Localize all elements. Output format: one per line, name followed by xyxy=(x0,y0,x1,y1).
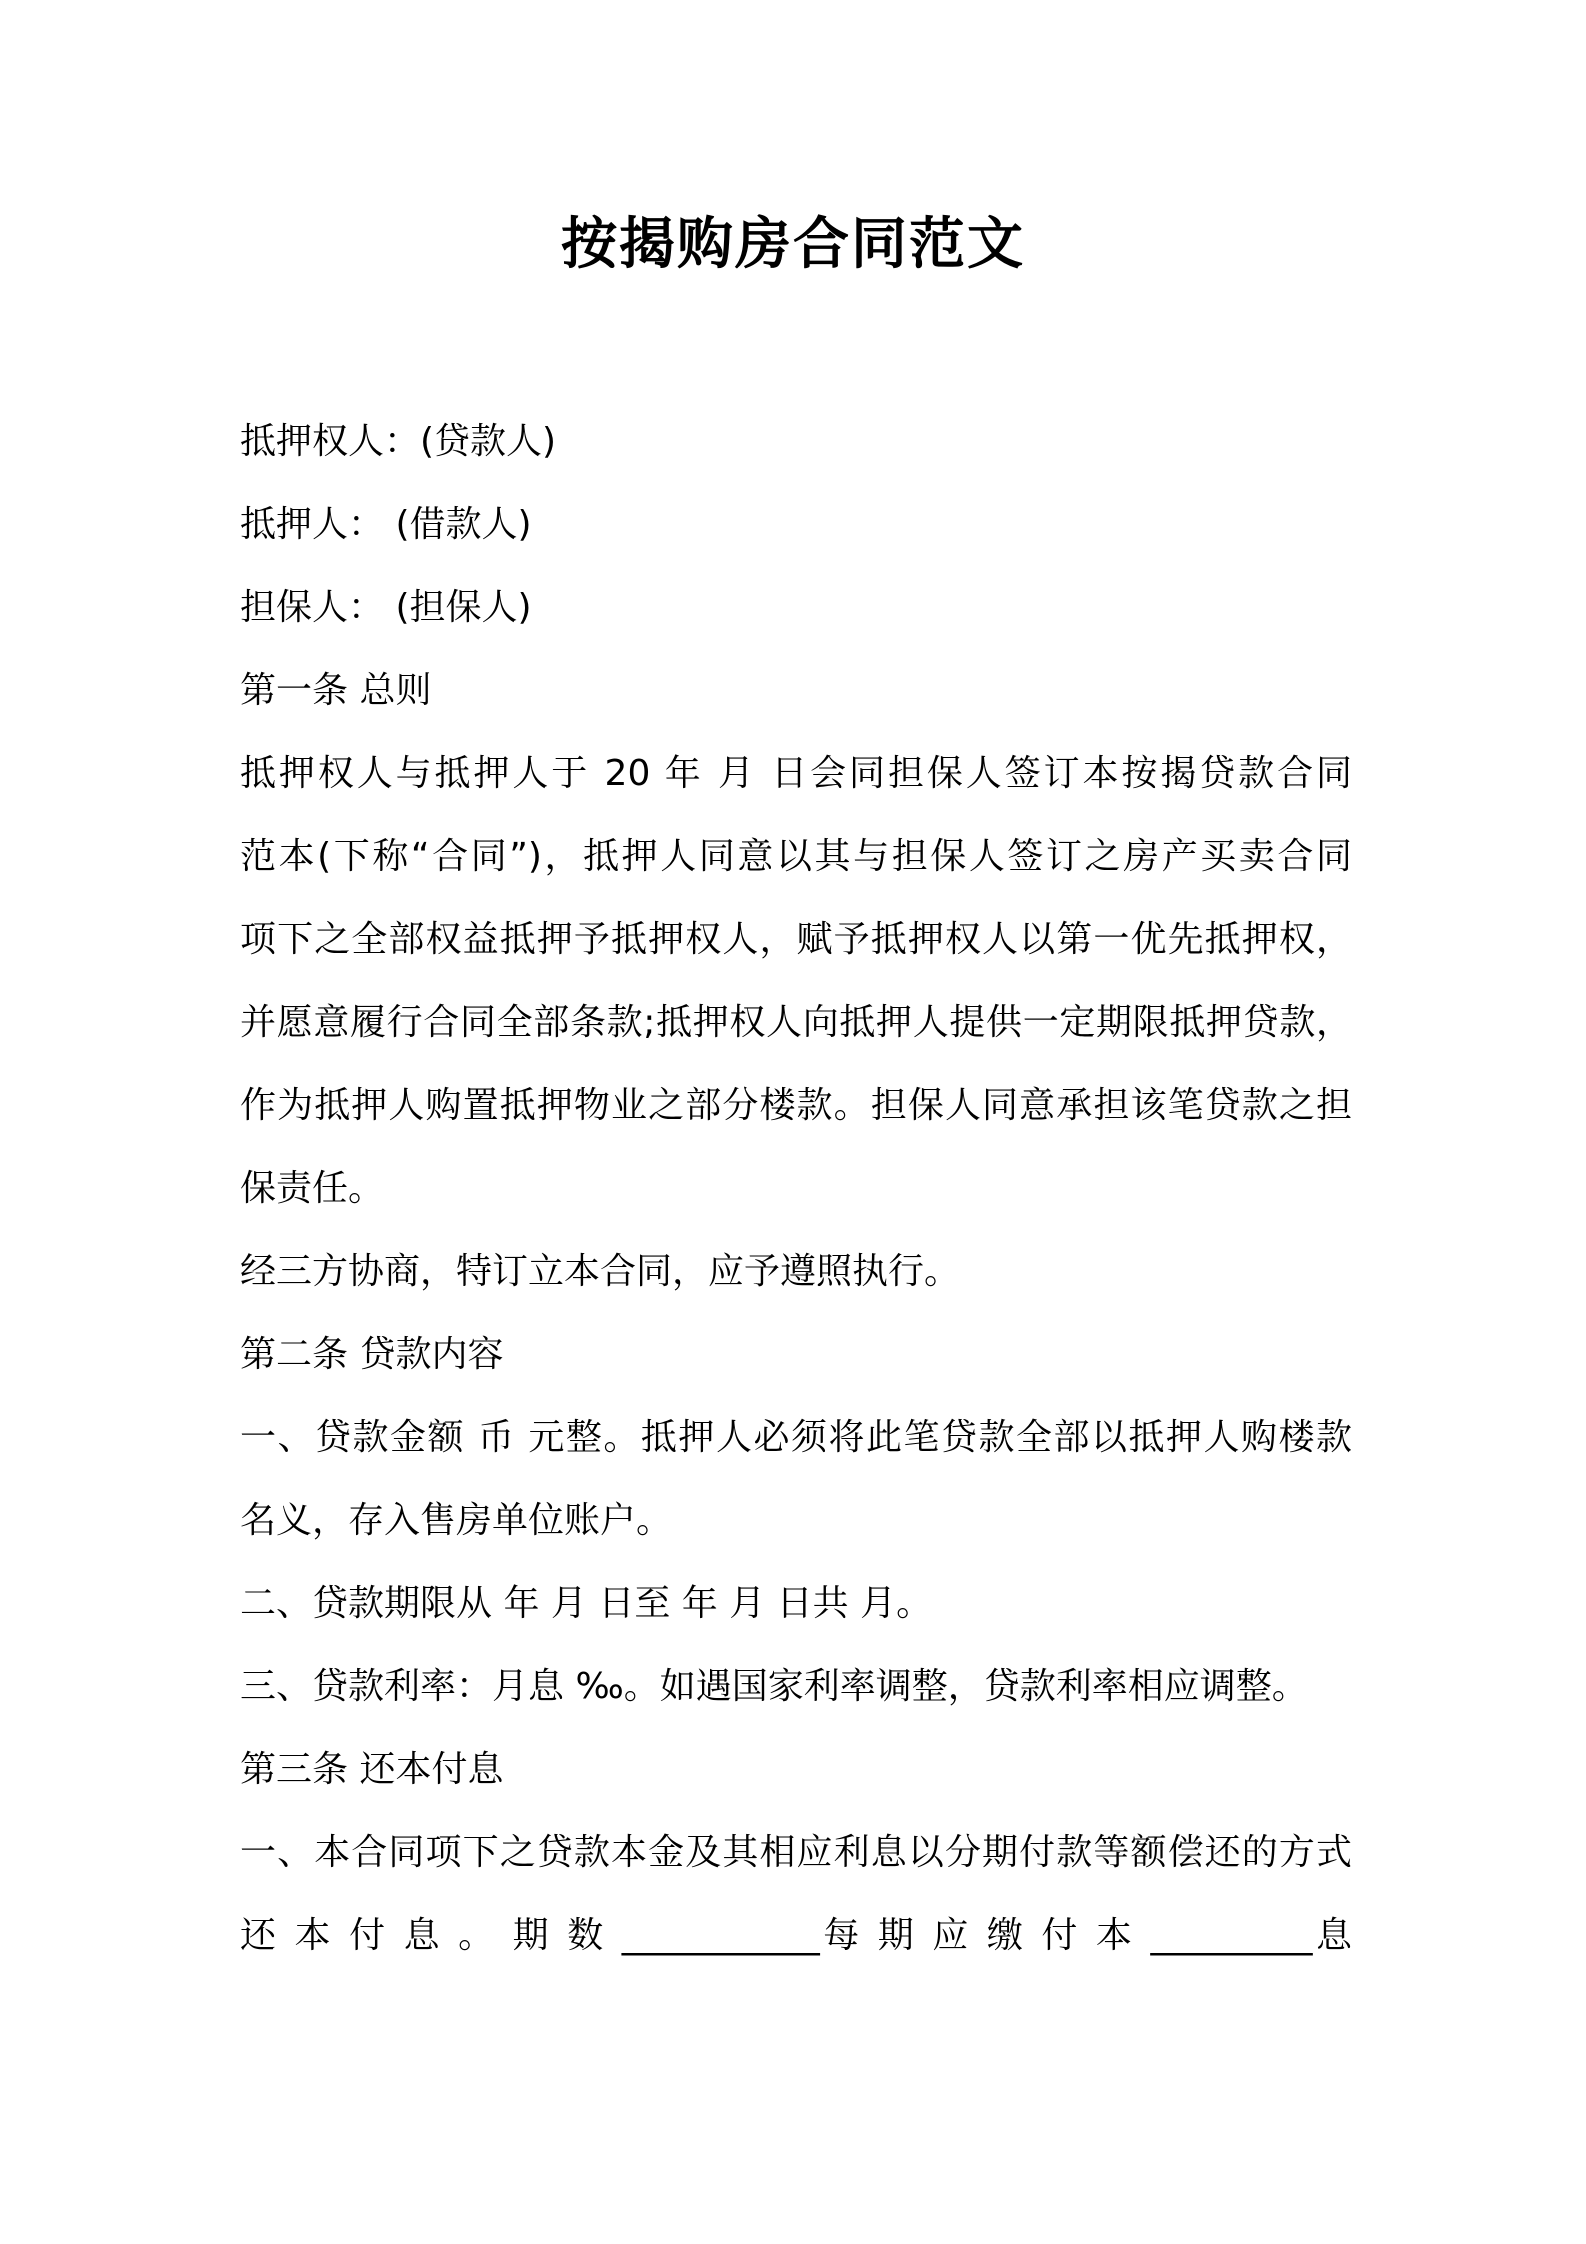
document-body xyxy=(240,400,1352,1977)
article-1-paragraph-line: 范本(下称“合同”)，抵押人同意以其与担保人签订之房产买卖合同 xyxy=(240,836,1352,877)
party-guarantor-line: 担保人： (担保人) xyxy=(240,587,532,628)
document-title: 按揭购房合同范文 xyxy=(561,212,1025,277)
article-1-paragraph-line: 抵押权人与抵押人于 20 年 月 日会同担保人签订本按揭贷款合同 xyxy=(240,753,1352,794)
article-3-heading: 第三条 还本付息 xyxy=(240,1749,504,1790)
article-1-paragraph-line: 并愿意履行合同全部条款;抵押权人向抵押人提供一定期限抵押贷款， xyxy=(240,1002,1352,1043)
loan-amount-clause-line: 一、贷款金额 币 元整。抵押人必须将此笔贷款全部以抵押人购楼款 xyxy=(240,1417,1352,1458)
article-1-paragraph-line: 作为抵押人购置抵押物业之部分楼款。担保人同意承担该笔贷款之担 xyxy=(240,1085,1352,1126)
party-mortgagor-line: 抵押人： (借款人) xyxy=(240,504,532,545)
loan-term-clause: 二、贷款期限从 年 月 日至 年 月 日共 月。 xyxy=(240,1583,933,1624)
article-1-heading: 第一条 总则 xyxy=(240,670,432,711)
article-1-paragraph-line: 保责任。 xyxy=(240,1168,385,1209)
loan-amount-clause-line: 名义，存入售房单位账户。 xyxy=(240,1500,673,1541)
agreement-statement: 经三方协商，特订立本合同，应予遵照执行。 xyxy=(240,1251,961,1292)
article-2-heading: 第二条 贷款内容 xyxy=(240,1334,504,1375)
article-1-paragraph-line: 项下之全部权益抵押予抵押权人，赋予抵押权人以第一优先抵押权， xyxy=(240,919,1352,960)
repayment-clause-line: 一、本合同项下之贷款本金及其相应利息以分期付款等额偿还的方式 xyxy=(240,1832,1352,1873)
repayment-clause-line: 还 本 付 息 。 期 数 ___________每 期 应 缴 付 本 _________息 xyxy=(240,1915,1352,1956)
loan-rate-clause: 三、贷款利率：月息 ‰。如遇国家利率调整，贷款利率相应调整。 xyxy=(240,1666,1308,1707)
party-mortgagee-line: 抵押权人：(贷款人) xyxy=(240,421,557,462)
